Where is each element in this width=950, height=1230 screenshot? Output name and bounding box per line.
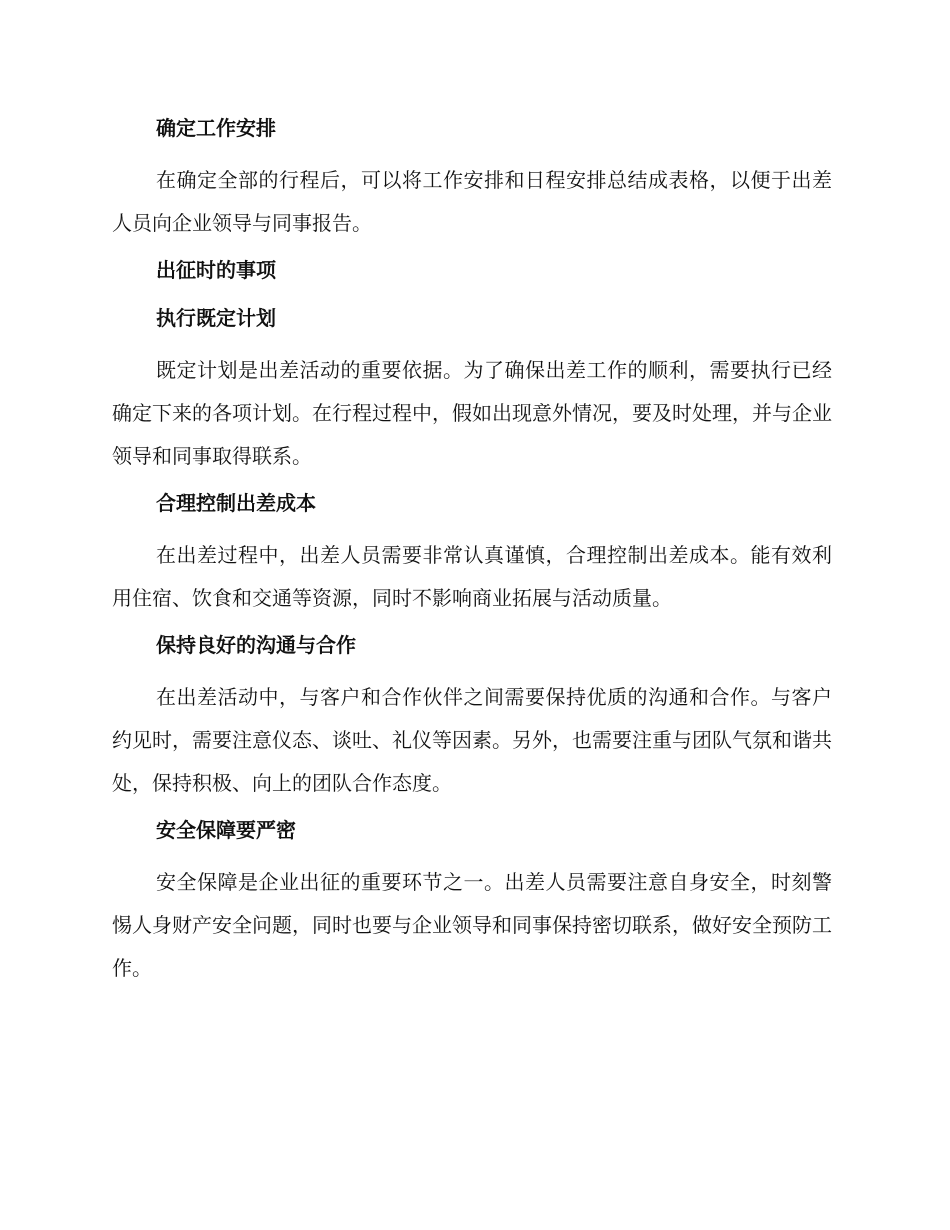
section-heading: 保持良好的沟通与合作 bbox=[156, 633, 356, 657]
section-heading: 合理控制出差成本 bbox=[156, 491, 316, 515]
section-heading: 确定工作安排 bbox=[156, 116, 276, 140]
section-heading: 出征时的事项 bbox=[156, 258, 276, 282]
section-paragraph: 在出差活动中，与客户和合作伙伴之间需要保持优质的沟通和合作。与客户约见时，需要注意仪态、谈吐、礼仪等因素。另外，也需要注重与团队气氛和谐共处，保持积极、向上的团队合作态度。 bbox=[112, 685, 832, 795]
section-paragraph: 在确定全部的行程后，可以将工作安排和日程安排总结成表格，以便于出差人员向企业领导与同事报告。 bbox=[112, 168, 832, 235]
section-heading: 安全保障要严密 bbox=[156, 818, 296, 842]
section-paragraph: 既定计划是出差活动的重要依据。为了确保出差工作的顺利，需要执行已经确定下来的各项计划。在行程过程中，假如出现意外情况，要及时处理，并与企业领导和同事取得联系。 bbox=[112, 358, 832, 468]
section-paragraph: 在出差过程中，出差人员需要非常认真谨慎，合理控制出差成本。能有效利用住宿、饮食和交通等资源，同时不影响商业拓展与活动质量。 bbox=[112, 543, 832, 610]
section-paragraph: 安全保障是企业出征的重要环节之一。出差人员需要注意自身安全，时刻警惕人身财产安全问题，同时也要与企业领导和同事保持密切联系，做好安全预防工作。 bbox=[112, 870, 832, 980]
section-heading: 执行既定计划 bbox=[156, 306, 276, 330]
document-body bbox=[112, 111, 832, 998]
